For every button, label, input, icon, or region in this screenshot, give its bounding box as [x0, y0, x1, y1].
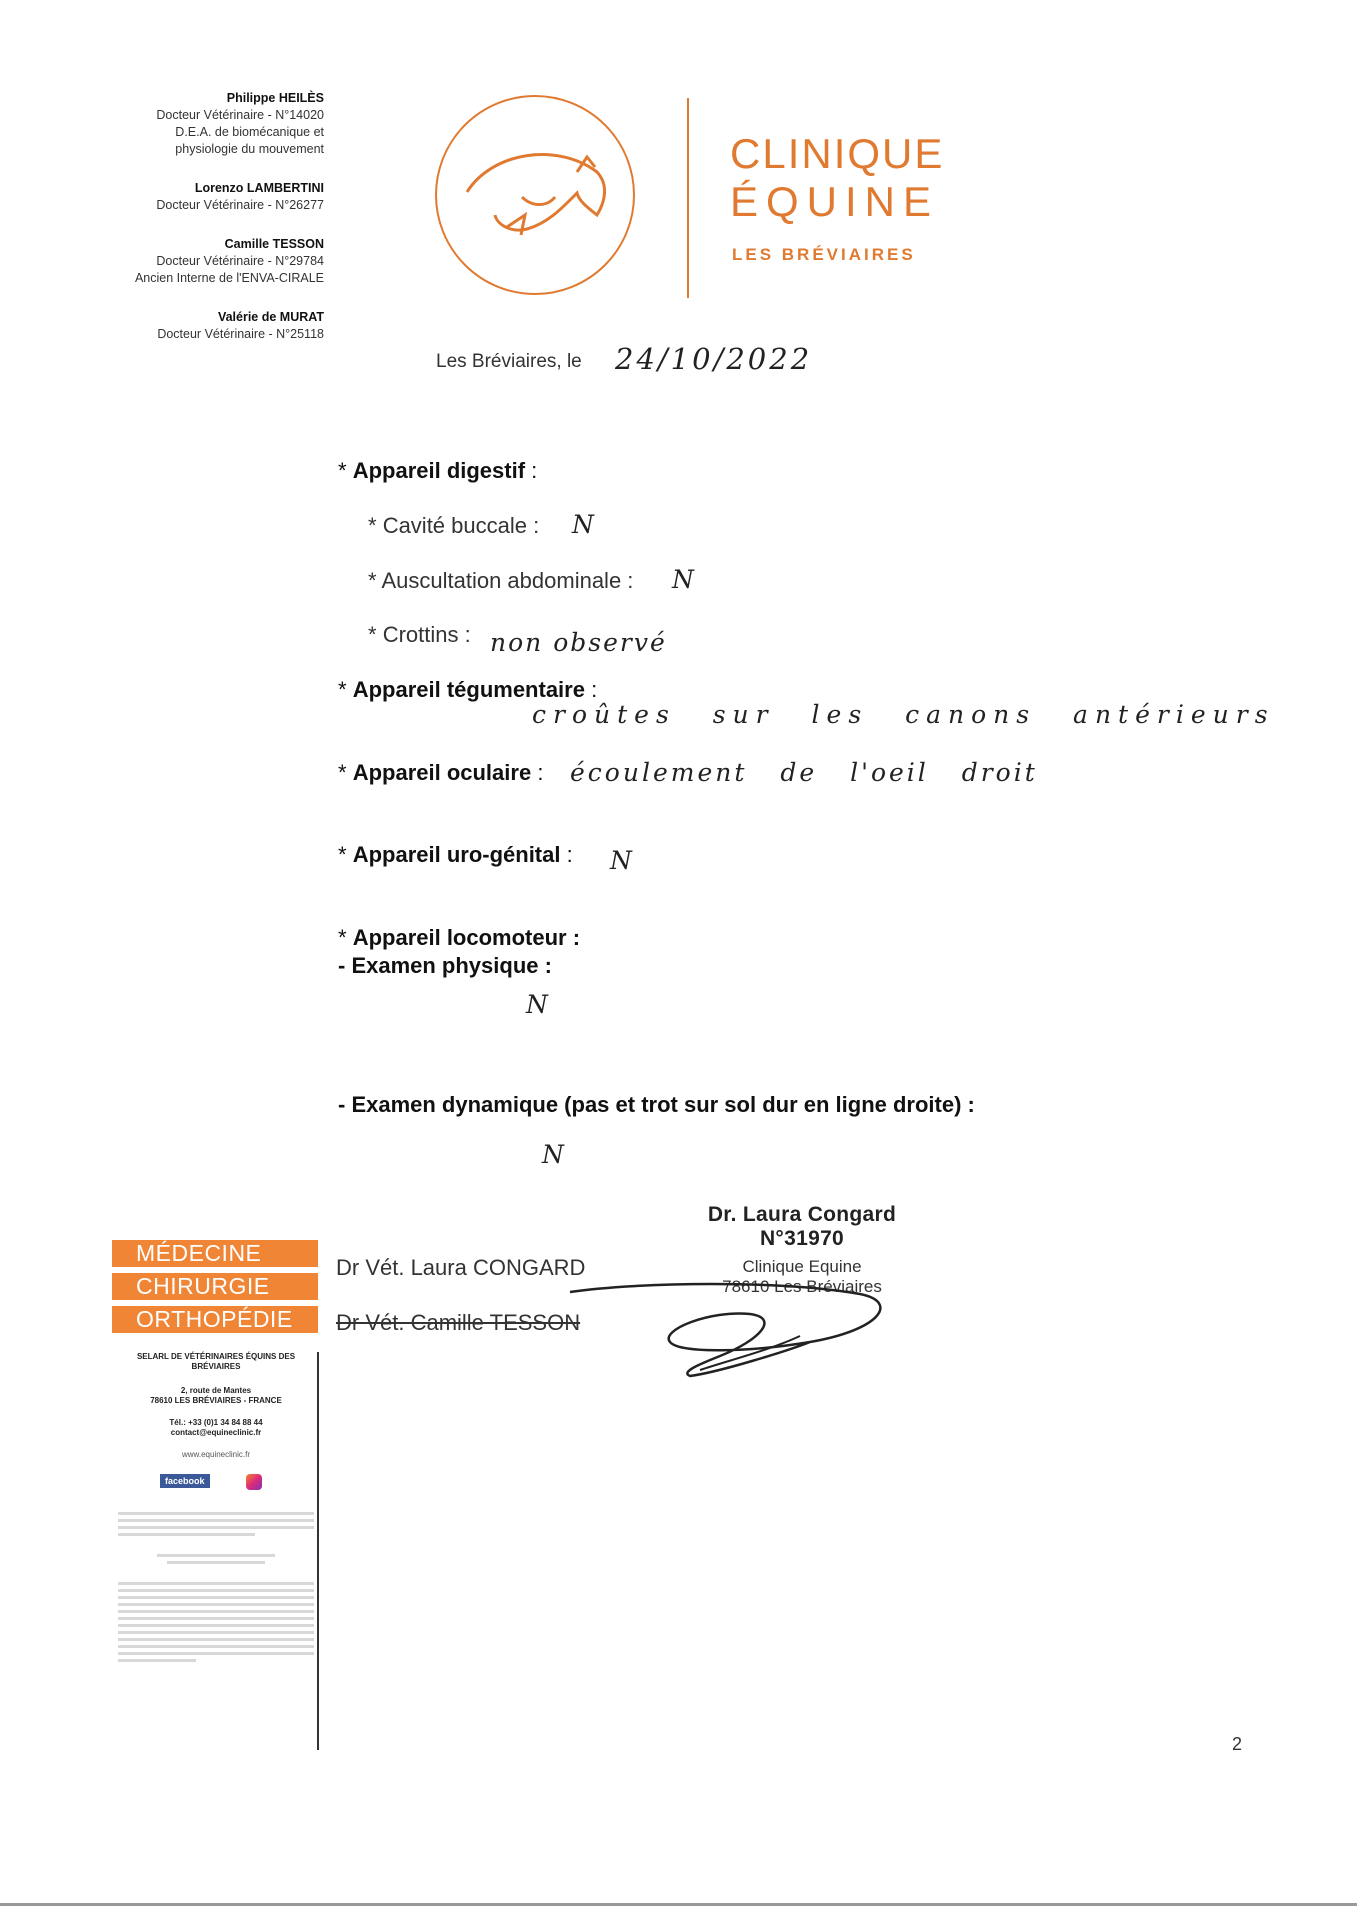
scan-edge: [0, 1903, 1357, 1906]
section-tegumentaire: * Appareil tégumentaire :: [338, 677, 598, 702]
instagram-icon: [246, 1474, 262, 1490]
vet-name: Lorenzo LAMBERTINI: [194, 181, 324, 195]
signatory-tesson-struck: Dr Vét. Camille TESSON: [336, 1310, 581, 1335]
sidebar-divider: [317, 1352, 319, 1750]
vet-line: Docteur Vétérinaire - N°26277: [156, 198, 324, 212]
vet-entry: [100, 309, 324, 343]
vet-name: Philippe HEILÈS: [226, 91, 324, 105]
vet-line: Ancien Interne de l'ENVA-CIRALE: [134, 271, 324, 285]
company-name: SELARL DE VÉTÉRINAIRES ÉQUINS DES BRÉVIAIRES: [136, 1352, 296, 1371]
service-chirurgie: CHIRURGIE: [112, 1273, 318, 1300]
facebook-icon: facebook: [160, 1474, 210, 1488]
crottins-value: non observé: [490, 628, 667, 657]
crottins-label: * Crottins :: [368, 622, 471, 647]
vet-name: Camille TESSON: [224, 237, 324, 251]
fine-print-block: [118, 1512, 314, 1662]
handwritten-signature: [560, 1280, 900, 1390]
auscultation-label: * Auscultation abdominale :: [368, 568, 634, 593]
address-line-1: 2, route de Mantes: [180, 1386, 252, 1395]
examen-dynamique-label: - Examen dynamique (pas et trot sur sol dur en ligne droite) :: [338, 1092, 975, 1117]
logo-divider: [687, 98, 689, 298]
vet-name: Valérie de MURAT: [217, 310, 324, 324]
logo-horse-emblem: [435, 95, 635, 295]
section-uro-genital: * Appareil uro-génital :: [338, 842, 573, 867]
service-orthopedie: ORTHOPÉDIE: [112, 1306, 318, 1333]
section-locomoteur: * Appareil locomoteur :: [338, 925, 581, 950]
vet-line: D.E.A. de biomécanique et: [175, 125, 324, 139]
vet-line: Docteur Vétérinaire - N°25118: [157, 327, 324, 341]
oculaire-value: écoulement de l'oeil droit: [570, 758, 1038, 787]
section-digestif: * Appareil digestif :: [338, 458, 538, 483]
sidebar-info: [118, 1352, 314, 1666]
cavite-value: N: [572, 510, 594, 539]
email-address: contact@equineclinic.fr: [170, 1428, 262, 1437]
examen-physique-value: N: [526, 990, 548, 1019]
page-number: 2: [1232, 1734, 1243, 1754]
website: www.equineclinic.fr: [181, 1450, 251, 1459]
cavite-label: * Cavité buccale :: [368, 513, 540, 538]
vet-entry: [100, 180, 324, 214]
tegumentaire-value: croûtes sur les canons antérieurs: [532, 700, 1275, 729]
auscultation-value: N: [672, 565, 694, 594]
logo-text-location: LES BRÉVIAIRES: [732, 245, 916, 264]
service-medecine: MÉDECINE: [112, 1240, 318, 1267]
vet-line: Docteur Vétérinaire - N°29784: [156, 254, 324, 268]
examen-dynamique-value: N: [542, 1140, 564, 1169]
address-line-2: 78610 LES BRÉVIAIRES - FRANCE: [150, 1396, 282, 1405]
phone-number: Tél.: +33 (0)1 34 84 88 44: [169, 1418, 263, 1427]
logo-text-clinique: CLINIQUE: [730, 130, 945, 177]
date-value: 24/10/2022: [615, 342, 813, 376]
section-oculaire: * Appareil oculaire :: [338, 760, 544, 785]
vet-entry: [100, 90, 324, 158]
horse-icon: [437, 97, 633, 293]
stamp-clinic: Clinique Equine: [742, 1257, 862, 1276]
signatory-congard: Dr Vét. Laura CONGARD: [336, 1255, 586, 1280]
vet-entry: [100, 236, 324, 287]
vet-line: Docteur Vétérinaire - N°14020: [156, 108, 324, 122]
vet-line: physiologie du mouvement: [175, 142, 324, 156]
date-label: Les Bréviaires, le: [436, 351, 582, 372]
stamp-name: Dr. Laura Congard N°31970: [707, 1203, 897, 1250]
examen-physique-label: - Examen physique :: [338, 953, 552, 978]
vets-list: [100, 90, 324, 365]
logo-text-equine: ÉQUINE: [730, 178, 940, 225]
stamp-address: 78610 Les Bréviaires: [722, 1277, 882, 1296]
uro-genital-value: N: [610, 846, 632, 875]
